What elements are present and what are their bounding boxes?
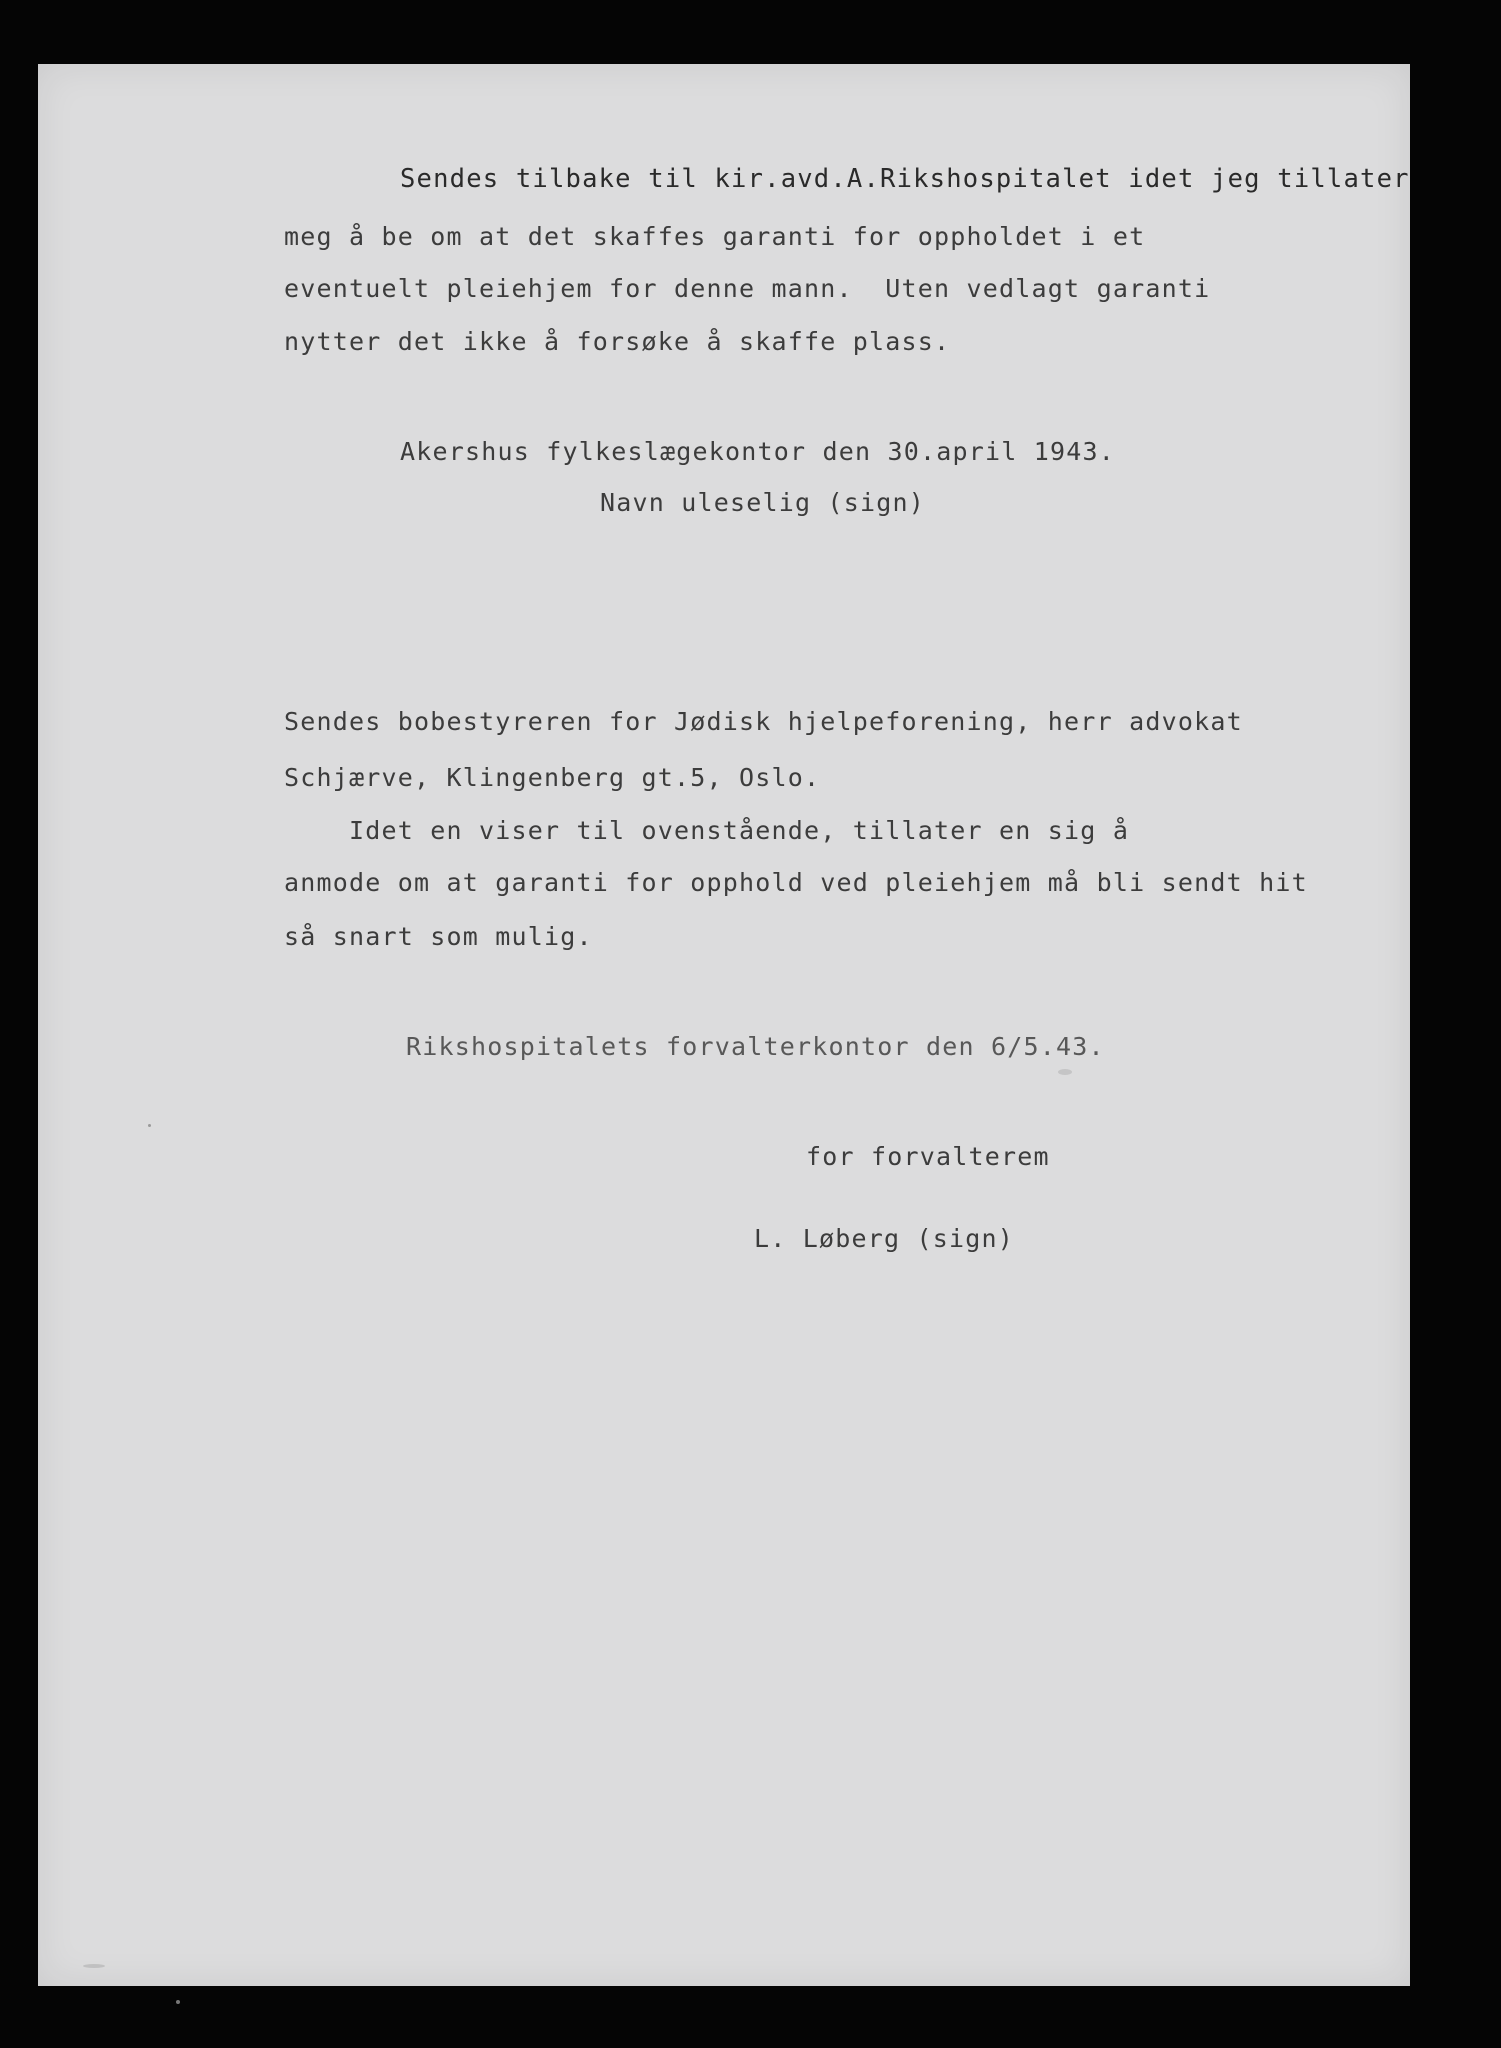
section2-place-date: Rikshospitalets forvalterkontor den 6/5.43. (406, 1032, 1105, 1061)
section1-place-date: Akershus fylkeslægekontor den 30.april 1943. (400, 437, 1116, 466)
paper-speck (148, 1124, 151, 1127)
document-page (38, 64, 1410, 1986)
paper-speck (1058, 1069, 1072, 1075)
section2-line-5: så snart som mulig. (284, 922, 593, 951)
section2-line-4: anmode om at garanti for opphold ved pleiehjem må bli sendt hit (284, 868, 1308, 897)
section2-signature: L. Løberg (sign) (754, 1224, 1015, 1253)
section1-line-3: eventuelt pleiehjem for denne mann. Uten vedlagt garanti (284, 274, 1211, 303)
section1-line-1: Sendes tilbake til kir.avd.A.Rikshospitalet idet jeg tillater (400, 164, 1410, 194)
paper-speck (83, 1964, 105, 1968)
section2-line-2: Schjærve, Klingenberg gt.5, Oslo. (284, 763, 821, 792)
section1-signature: Navn uleselig (sign) (600, 488, 926, 517)
section2-line-1: Sendes bobestyreren for Jødisk hjelpeforening, herr advokat (284, 707, 1243, 736)
section2-line-3: Idet en viser til ovenstående, tillater en sig å (284, 816, 1130, 845)
section1-line-2: meg å be om at det skaffes garanti for oppholdet i et (284, 222, 1146, 251)
scan-speck (176, 2000, 180, 2004)
section1-line-4: nytter det ikke å forsøke å skaffe plass. (284, 327, 951, 356)
section2-signature-title: for forvalterem (806, 1142, 1050, 1171)
